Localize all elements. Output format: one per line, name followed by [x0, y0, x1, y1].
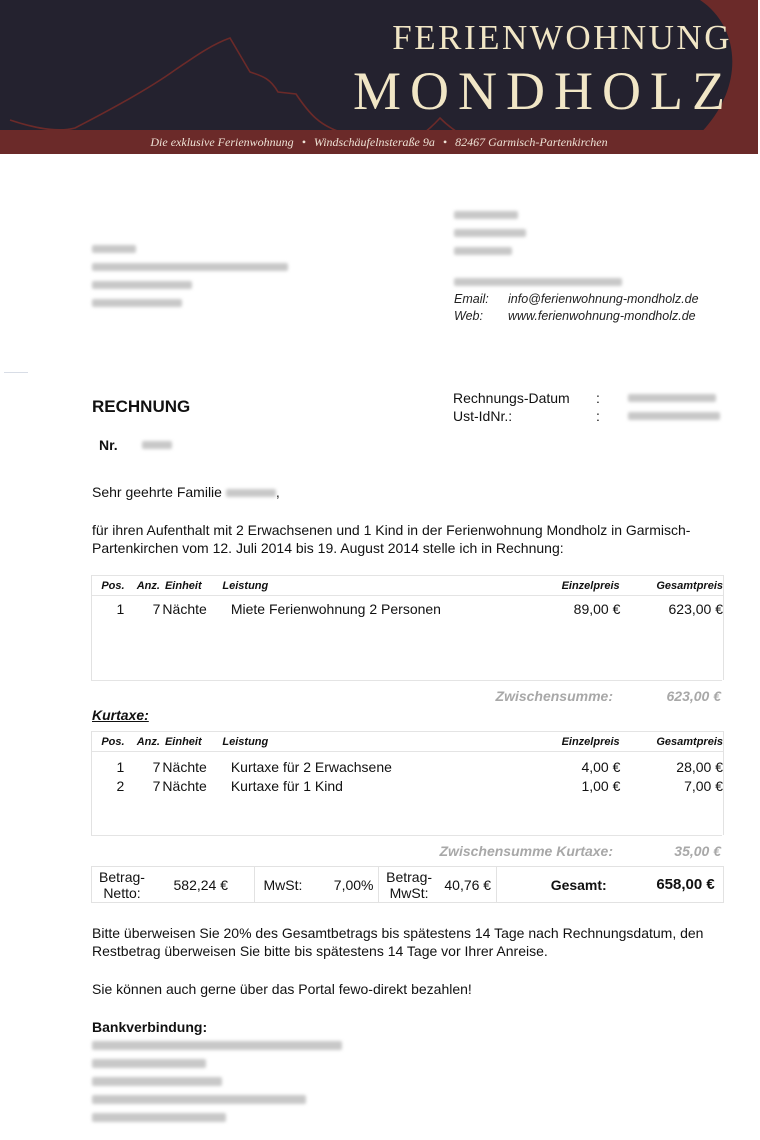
- cell-einheit: Nächte: [162, 777, 207, 794]
- tagline-text: Die exklusive Ferienwohnung: [150, 135, 294, 149]
- kurtaxe-subtotal-label: Zwischensumme Kurtaxe:: [439, 843, 613, 859]
- table-row: [92, 757, 723, 776]
- table-header: [92, 575, 723, 596]
- cell-gesamtpreis: 623,00 €: [668, 600, 723, 617]
- table-header: [92, 731, 723, 752]
- table-row: [92, 599, 723, 618]
- kurtaxe-heading: Kurtaxe:: [92, 707, 149, 723]
- colon: :: [596, 408, 600, 424]
- col-einzelpreis: Einzelpreis: [561, 735, 620, 748]
- intro-paragraph: für ihren Aufenthalt mit 2 Erwachsenen und 1 Kind in der Ferienwohnung Mondholz in Garmisch-Partenkirchen vom 12. Juli 2014 bis 19. August 2014 stelle ich in Rechnung:: [92, 522, 691, 556]
- cell-anz: 7: [152, 600, 161, 617]
- mwst-label: MwSt:: [263, 876, 303, 893]
- redacted-sender-city: [454, 247, 512, 255]
- email-value[interactable]: info@ferienwohnung-mondholz.de: [508, 292, 699, 306]
- redacted-sender-street: [454, 229, 526, 237]
- email-label: Email:: [454, 292, 489, 306]
- cell-einzelpreis: 89,00 €: [573, 600, 621, 617]
- redacted-bank-name: [92, 1041, 342, 1050]
- redacted-recipient-line4: [92, 299, 182, 307]
- mwst-amount-cell: [379, 867, 497, 902]
- tagline-city: 82467 Garmisch-Partenkirchen: [455, 135, 608, 149]
- redacted-recipient-line2: [92, 263, 288, 271]
- cell-leistung: Kurtaxe für 1 Kind: [230, 777, 343, 794]
- fold-mark: [4, 372, 28, 373]
- col-einzelpreis: Einzelpreis: [561, 579, 620, 592]
- col-pos: Pos.: [101, 579, 125, 592]
- cell-einheit: Nächte: [162, 600, 207, 617]
- payment-note: Bitte überweisen Sie 20% des Gesamtbetrags bis spätestens 14 Tage nach Rechnungsdatum, den Restbetrag überweisen Sie bitte bis spätestens 14 Tage vor Ihrer Anreise.: [92, 925, 704, 959]
- mwst-cell: [255, 867, 379, 902]
- mwst-amount-label: [379, 869, 437, 901]
- netto-label-line1: Betrag-: [99, 868, 145, 885]
- portal-note: Sie können auch gerne über das Portal fewo-direkt bezahlen!: [92, 981, 472, 997]
- cell-einzelpreis: 4,00 €: [581, 758, 621, 775]
- letterhead-banner: [0, 0, 758, 154]
- invoice-number: [99, 437, 172, 453]
- cell-einzelpreis: 1,00 €: [581, 777, 621, 794]
- cell-leistung: Kurtaxe für 2 Erwachsene: [230, 758, 392, 775]
- total-label: Gesamt:: [550, 876, 607, 893]
- invoice-meta: [453, 389, 720, 425]
- cell-gesamtpreis: 7,00 €: [684, 777, 723, 794]
- totals-row: [91, 866, 724, 903]
- redacted-sender-name: [454, 211, 518, 219]
- col-einheit: Einheit: [164, 735, 202, 748]
- netto-label: [92, 869, 150, 901]
- colon: :: [596, 390, 600, 406]
- netto-label-line2: Netto:: [103, 884, 141, 901]
- col-leistung: Leistung: [222, 735, 269, 748]
- cell-gesamtpreis: 28,00 €: [676, 758, 723, 775]
- tagline-street: Windschäufelnsteraße 9a: [313, 135, 435, 149]
- redacted-bic: [92, 1113, 226, 1122]
- subtotal-row: [91, 680, 722, 711]
- cell-pos: 1: [116, 600, 125, 617]
- redacted-iban: [92, 1095, 306, 1104]
- subtotal-label: Zwischensumme:: [495, 688, 613, 704]
- col-gesamtpreis: Gesamtpreis: [656, 579, 724, 592]
- sender-email-row: [454, 292, 699, 309]
- bank-details: [92, 1019, 342, 1131]
- redacted-family-name: [226, 489, 276, 497]
- total-value: 658,00 €: [656, 876, 715, 893]
- rental-table: [91, 575, 724, 680]
- tagline-separator: •: [301, 135, 306, 149]
- col-anz: Anz.: [136, 735, 160, 748]
- kurtaxe-subtotal-row: [91, 835, 722, 866]
- bank-heading: Bankverbindung:: [92, 1019, 208, 1035]
- mwst-amount-label-line1: Betrag-: [386, 868, 433, 885]
- web-value[interactable]: www.ferienwohnung-mondholz.de: [508, 309, 696, 323]
- address-tagline: [0, 130, 758, 154]
- vat-id-label: Ust-IdNr.:: [453, 408, 513, 424]
- greeting: [92, 483, 732, 501]
- total-cell: [497, 867, 723, 902]
- netto-cell: [92, 867, 255, 902]
- mwst-amount-value: 40,76 €: [444, 876, 492, 893]
- table-row: [92, 776, 723, 795]
- mwst-amount-label-line2: MwSt:: [389, 884, 429, 901]
- invoice-date-label: Rechnungs-Datum: [453, 390, 570, 406]
- invoice-number-label: Nr.: [99, 437, 118, 453]
- vat-id-row: [453, 407, 720, 425]
- col-anz: Anz.: [136, 579, 160, 592]
- redacted-invoice-date: [628, 394, 716, 402]
- redacted-blz: [92, 1059, 206, 1068]
- recipient-address: [92, 240, 288, 317]
- invoice-title: RECHNUNG: [92, 397, 191, 416]
- invoice-date-row: [453, 389, 720, 407]
- kurtaxe-table: [91, 731, 724, 835]
- netto-value: 582,24 €: [173, 876, 228, 893]
- brand-name-line1: FERIENWOHNUNG: [392, 18, 732, 57]
- sender-block: [454, 206, 699, 326]
- brand-name-line2: MONDHOLZ: [353, 61, 734, 121]
- mwst-rate: 7,00%: [333, 876, 374, 893]
- redacted-account-number: [92, 1077, 222, 1086]
- cell-leistung: Miete Ferienwohnung 2 Personen: [230, 600, 441, 617]
- web-label: Web:: [454, 309, 483, 323]
- col-einheit: Einheit: [164, 579, 202, 592]
- subtotal-value: 623,00 €: [666, 688, 721, 704]
- greeting-text: Sehr geehrte Familie: [92, 484, 222, 500]
- cell-pos: 2: [116, 777, 125, 794]
- redacted-vat-id: [628, 412, 720, 420]
- redacted-invoice-number: [142, 441, 172, 449]
- sender-web-row: [454, 309, 699, 326]
- cell-anz: 7: [152, 758, 161, 775]
- col-pos: Pos.: [101, 735, 125, 748]
- redacted-recipient-line3: [92, 281, 192, 289]
- col-leistung: Leistung: [222, 579, 269, 592]
- kurtaxe-subtotal-value: 35,00 €: [674, 843, 721, 859]
- cell-anz: 7: [152, 777, 161, 794]
- redacted-sender-phone: [454, 278, 622, 286]
- tagline-separator: •: [442, 135, 448, 149]
- col-gesamtpreis: Gesamtpreis: [656, 735, 724, 748]
- cell-pos: 1: [116, 758, 125, 775]
- redacted-recipient-line1: [92, 245, 136, 253]
- greeting-comma: ,: [275, 484, 280, 500]
- cell-einheit: Nächte: [162, 758, 207, 775]
